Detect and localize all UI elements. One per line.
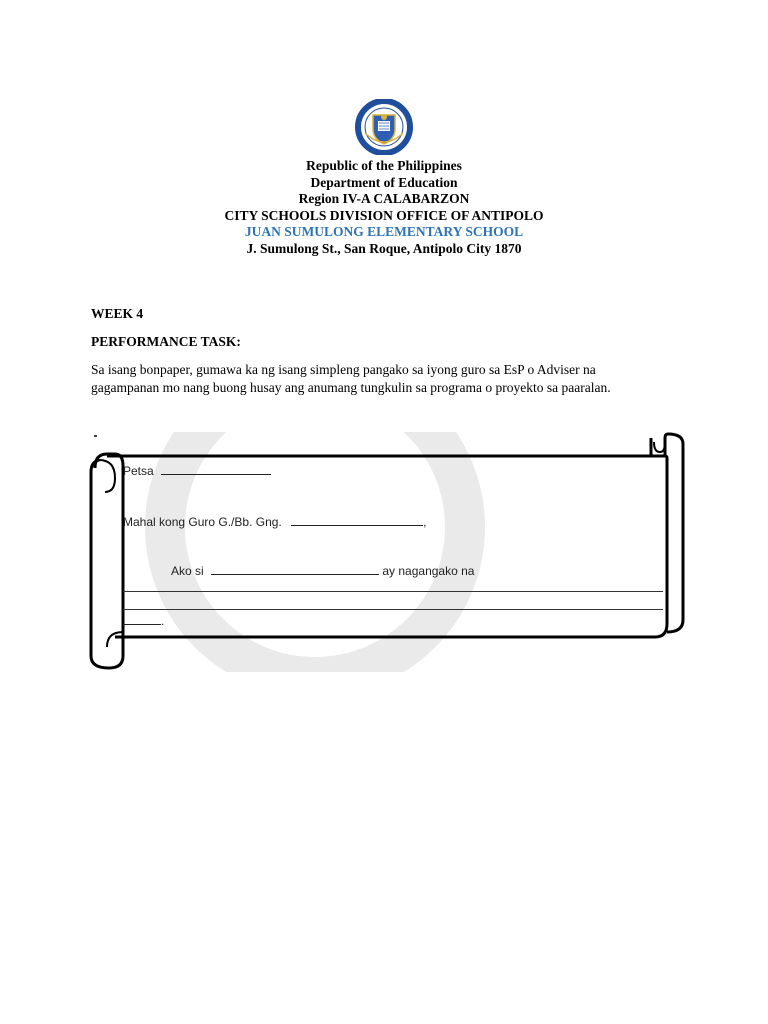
header-address: J. Sumulong St., San Roque, Antipolo City 1870 (246, 240, 522, 256)
letterhead (0, 158, 768, 257)
student-name-blank (211, 563, 379, 575)
promise-line-1 (123, 591, 663, 592)
petsa-field-row (123, 463, 271, 478)
ako-field-row (171, 563, 474, 578)
mahal-comma: , (423, 515, 427, 529)
week-label: WEEK 4 (91, 306, 144, 321)
performance-task-title: PERFORMANCE TASK: (91, 334, 241, 349)
petsa-blank (161, 463, 271, 475)
promise-line-3 (123, 613, 161, 625)
task-instructions: Sa isang bonpaper, gumawa ka ng isang simpleng pangako sa iyong guro sa EsP o Adviser na gagampanan mo nang buong husay ang anumang tungkulin sa programa o proyekto sa paaralan. (91, 362, 611, 395)
promise-end-mark: . (161, 614, 165, 628)
header-republic: Republic of the Philippines (306, 158, 462, 173)
mahal-label: Mahal kong Guro G./Bb. Gng. (123, 515, 282, 529)
promise-line-2 (123, 609, 663, 610)
header-school-name: JUAN SUMULONG ELEMENTARY SCHOOL (244, 224, 524, 239)
deped-seal-logo (343, 99, 425, 155)
nangangako-label: ay nagangako na (382, 564, 475, 578)
promise-end-row (123, 613, 164, 628)
header-division: CITY SCHOOLS DIVISION OFFICE OF ANTIPOLO (224, 207, 544, 223)
ako-label: Ako si (171, 564, 204, 578)
mahal-field-row (123, 514, 426, 529)
teacher-name-blank (291, 514, 423, 526)
header-department: Department of Education (310, 174, 458, 190)
header-region: Region IV-A CALABARZON (298, 191, 470, 206)
petsa-label: Petsa (123, 464, 154, 478)
